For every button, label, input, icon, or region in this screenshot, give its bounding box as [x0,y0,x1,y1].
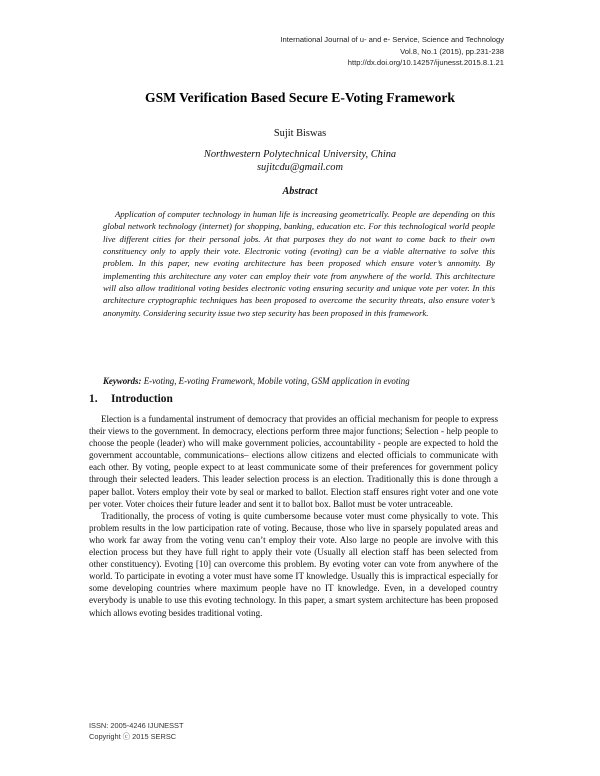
paragraph: Traditionally, the process of voting is quite cumbersome because voter must come physically to vote. This problem results in the low participation rate of voting. Because, those who live in sparsely populated areas and who work far away from the voting venu can’t employ their vote. Also large no people are involve with this election process but they have full right to apply their vote (Usually all election staff has been selected from other constituency). Evoting [10] can overcome this problem. By evoting voter can vote from anywhere of the world. To participate in evoting a voter must have some IT knowledge. Usually this is impractical especially for some developing countries where maximum people have no IT knowledge. Even, in a developed country everybody is unable to use this evoting technology. In this paper, a smart system architecture has been proposed which allows evoting besides traditional voting. [89,510,498,618]
author-affiliation: Northwestern Polytechnical University, China [203,149,397,160]
abstract-text: Application of computer technology in human life is increasing geometrically. People are depending on this global network technology (internet) for shopping, banking, education etc. For this technological world people live different cities for their personal jobs. At that purposes they do not want to come back to their own constituency only to apply their vote. Electronic voting (evoting) can be a viable alternative to solve this problem. In this paper, new evoting architecture has been proposed which ensure voter’s annomity. By implementing this architecture any voter can employ their vote from anywhere of the world. This architecture will also allow traditional voting besides electronic voting ensuring security and unique vote per voter. In this architecture cryptographic techniques has been proposed to overcome the security threats, also ensure voter’s anonymity. Considering security issue two step security has been proposed in this framework. [103,209,495,318]
journal-volume: Vol.8, No.1 (2015), pp.231-238 [400,46,504,56]
journal-name: International Journal of u- and e- Service, Science and Technology [280,35,504,44]
keywords-line [103,375,495,387]
section-title: Introduction [111,393,173,405]
page-footer [89,720,183,742]
author-email[interactable]: sujitcdu@gmail.com [256,162,344,173]
abstract-heading: Abstract [282,186,318,197]
paper-author: Sujit Biswas [273,128,327,139]
keywords-label: Keywords: [103,376,142,386]
section-number: 1. [89,393,98,405]
keywords-text: E-voting, E-voting Framework, Mobile voting, GSM application in evoting [143,376,410,386]
section-heading-introduction [89,393,173,405]
journal-doi[interactable]: http://dx.doi.org/10.14257/ijunesst.2015.8.1.21 [347,58,504,67]
journal-header [280,34,504,69]
author-affiliation-block [0,148,600,174]
paper-title: GSM Verification Based Secure E-Voting Framework [145,90,455,105]
paragraph: Election is a fundamental instrument of democracy that provides an official mechanism for people to express their views to the government. In democracy, elections perform three major functions; Selection - help people to choose the people (leader) who will make government policies, accountability - people are expected to hold the government accountable, communications– elections allow citizens and elected officials to communicate with each other. By voting, people expect to at least communicate some of their preferences for government policy through their selected leaders. This leader selection process is an election. Traditionally this is done through a paper ballot. Voters employ their vote by seal or marked to ballot. Election staff ensures right voter and one vote per voter. Voter choices their future leader and sent it to ballot box. Ballot must be voter untraceable. [89,414,498,509]
introduction-body [89,413,498,619]
footer-copyright: Copyright ⓒ 2015 SERSC [89,732,177,741]
footer-issn: ISSN: 2005-4246 IJUNESST [89,721,184,730]
